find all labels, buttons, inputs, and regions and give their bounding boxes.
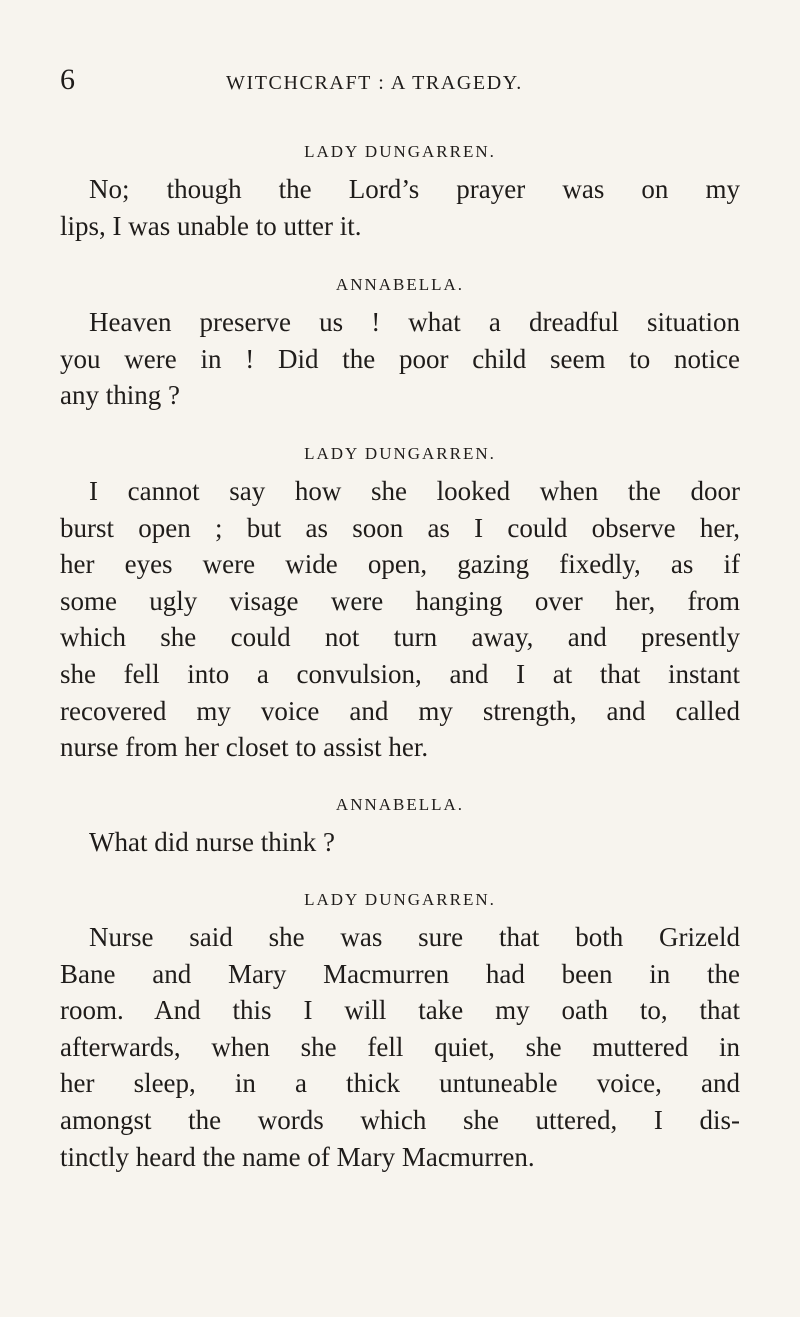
speech-block [60, 273, 740, 414]
dialogue-line: recovered my voice and my strength, and called [60, 695, 740, 726]
speaker-name: LADY DUNGARREN. [304, 890, 496, 909]
dialogue-line: Nurse said she was sure that both Grizeld [89, 922, 740, 952]
dialogue-line: What did nurse think ? [89, 827, 335, 857]
dialogue-line: nurse from her closet to assist her. [60, 732, 429, 763]
dialogue-line: her eyes were wide open, gazing fixedly, as if [60, 549, 740, 580]
dialogue-line: Heaven preserve us ! what a dreadful situation [89, 307, 740, 337]
dialogue-line: No; though the Lord’s prayer was on my [89, 174, 740, 204]
page-header [60, 62, 740, 102]
dialogue-line: she fell into a convulsion, and I at that instant [60, 658, 740, 689]
speech-block [60, 793, 740, 861]
dialogue-line: afterwards, when she fell quiet, she muttered in [60, 1031, 740, 1062]
dialogue-line: lips, I was unable to utter it. [60, 210, 362, 241]
speaker-name: ANNABELLA. [335, 795, 465, 814]
dialogue-line: you were in ! Did the poor child seem to notice [60, 343, 740, 374]
speech-block [60, 442, 740, 766]
dialogue-line: Bane and Mary Macmurren had been in the [60, 958, 740, 989]
page-number: 6 [60, 63, 75, 96]
speech-block [60, 888, 740, 1175]
dialogue-line: any thing ? [60, 380, 180, 411]
running-title: WITCHCRAFT : A TRAGEDY. [226, 72, 523, 94]
dialogue-line: room. And this I will take my oath to, that [60, 995, 740, 1026]
dialogue-line: amongst the words which she uttered, I dis- [60, 1104, 740, 1135]
dialogue-line: tinctly heard the name of Mary Macmurren. [60, 1141, 535, 1172]
dialogue-line: which she could not turn away, and presently [60, 622, 740, 653]
dialogue-line: I cannot say how she looked when the door [89, 476, 740, 506]
speaker-name: LADY DUNGARREN. [304, 444, 496, 463]
dialogue-line: some ugly visage were hanging over her, from [60, 585, 740, 616]
speaker-name: ANNABELLA. [335, 275, 465, 294]
dialogue-line: burst open ; but as soon as I could observe her, [60, 512, 740, 543]
speech-block [60, 140, 740, 244]
dialogue-line: her sleep, in a thick untuneable voice, and [60, 1068, 740, 1099]
speaker-name: LADY DUNGARREN. [304, 142, 496, 161]
